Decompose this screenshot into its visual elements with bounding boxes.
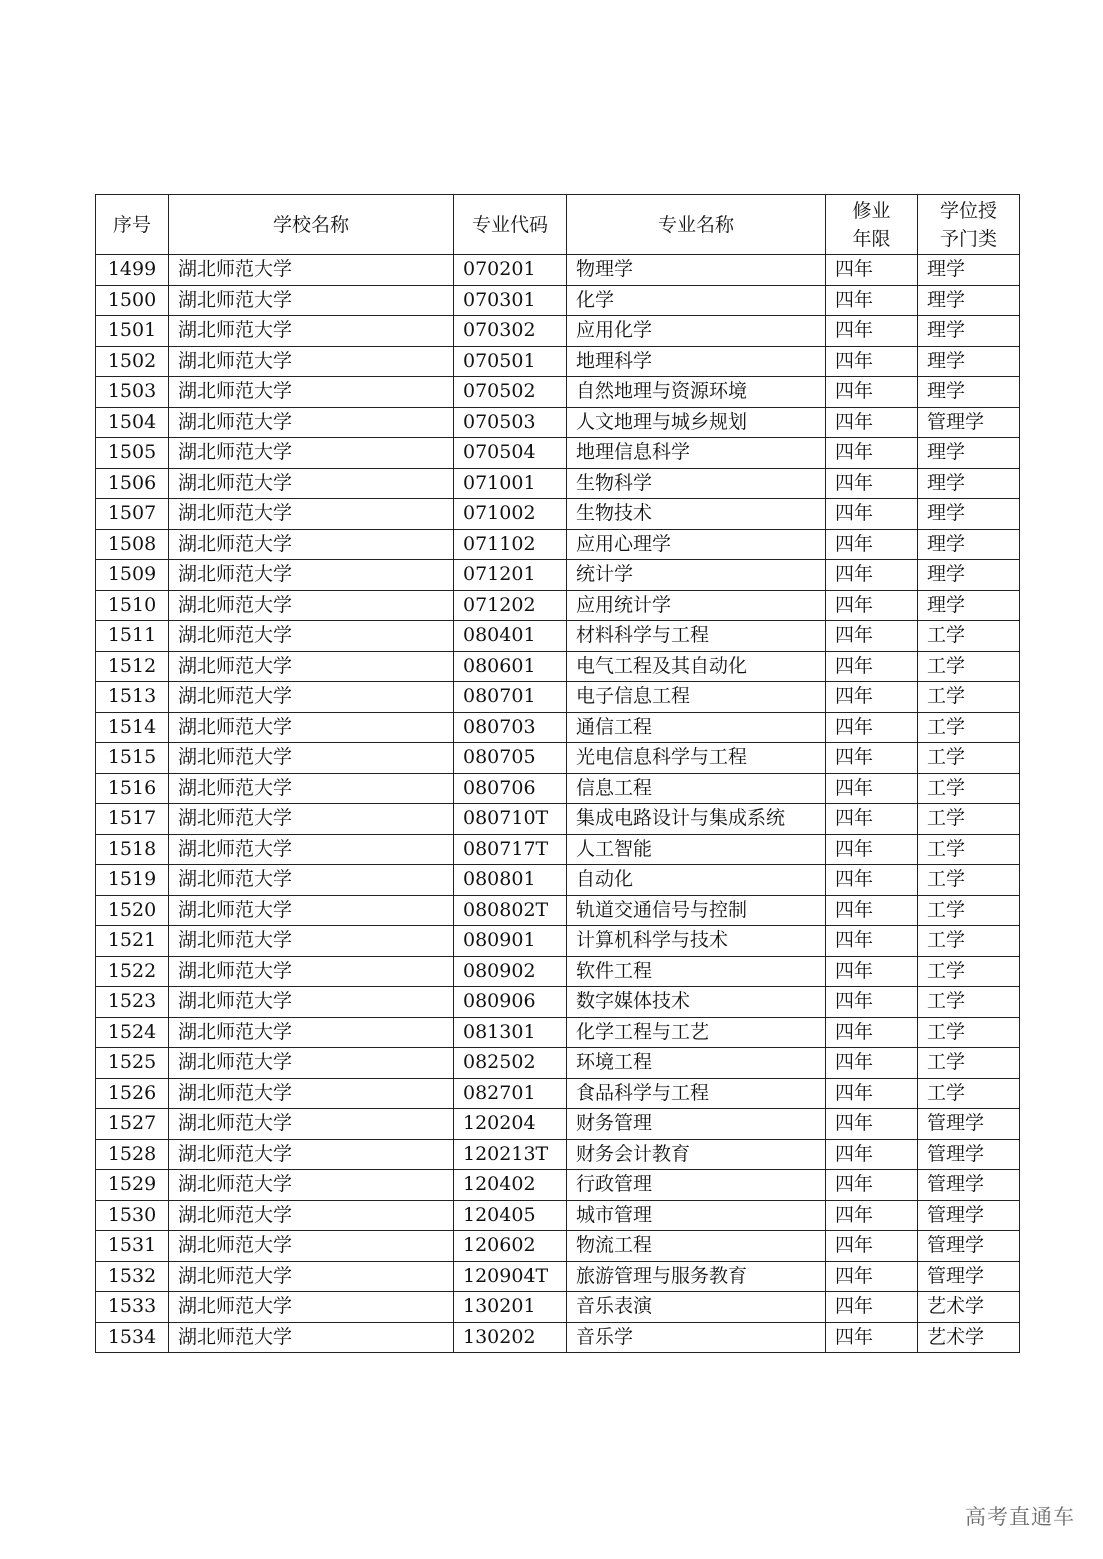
cell-major: 数字媒体技术	[567, 987, 826, 1018]
cell-school: 湖北师范大学	[169, 407, 454, 438]
table-body	[96, 255, 1020, 1353]
cell-major: 应用心理学	[567, 529, 826, 560]
cell-duration: 四年	[826, 621, 918, 652]
cell-code: 120204	[454, 1109, 567, 1140]
cell-school: 湖北师范大学	[169, 1261, 454, 1292]
cell-duration: 四年	[826, 468, 918, 499]
cell-code: 070302	[454, 316, 567, 347]
cell-school: 湖北师范大学	[169, 590, 454, 621]
cell-major: 环境工程	[567, 1048, 826, 1079]
cell-school: 湖北师范大学	[169, 651, 454, 682]
cell-school: 湖北师范大学	[169, 529, 454, 560]
cell-code: 120405	[454, 1200, 567, 1231]
cell-duration: 四年	[826, 712, 918, 743]
cell-major: 计算机科学与技术	[567, 926, 826, 957]
cell-no: 1527	[96, 1109, 169, 1140]
cell-no: 1499	[96, 255, 169, 286]
cell-no: 1504	[96, 407, 169, 438]
table-row	[96, 1048, 1020, 1079]
cell-duration: 四年	[826, 1139, 918, 1170]
cell-code: 070501	[454, 346, 567, 377]
cell-degree: 工学	[918, 1017, 1020, 1048]
cell-major: 财务管理	[567, 1109, 826, 1140]
cell-code: 120904T	[454, 1261, 567, 1292]
cell-school: 湖北师范大学	[169, 865, 454, 896]
cell-no: 1528	[96, 1139, 169, 1170]
cell-degree: 理学	[918, 529, 1020, 560]
cell-duration: 四年	[826, 743, 918, 774]
cell-code: 080601	[454, 651, 567, 682]
table-row	[96, 682, 1020, 713]
cell-duration: 四年	[826, 1078, 918, 1109]
cell-degree: 工学	[918, 743, 1020, 774]
cell-major: 地理科学	[567, 346, 826, 377]
header-degree	[918, 195, 1020, 255]
cell-duration: 四年	[826, 1170, 918, 1201]
cell-code: 080802T	[454, 895, 567, 926]
table-row	[96, 773, 1020, 804]
table-row	[96, 712, 1020, 743]
cell-degree: 管理学	[918, 1170, 1020, 1201]
cell-major: 应用化学	[567, 316, 826, 347]
cell-code: 130202	[454, 1322, 567, 1353]
cell-school: 湖北师范大学	[169, 1048, 454, 1079]
cell-degree: 工学	[918, 1078, 1020, 1109]
table-row	[96, 346, 1020, 377]
table-row	[96, 926, 1020, 957]
cell-school: 湖北师范大学	[169, 1017, 454, 1048]
header-school: 学校名称	[169, 195, 454, 255]
table-header	[96, 195, 1020, 255]
cell-duration: 四年	[826, 1048, 918, 1079]
cell-school: 湖北师范大学	[169, 1078, 454, 1109]
cell-major: 材料科学与工程	[567, 621, 826, 652]
cell-school: 湖北师范大学	[169, 804, 454, 835]
cell-no: 1505	[96, 438, 169, 469]
cell-degree: 理学	[918, 560, 1020, 591]
cell-no: 1531	[96, 1231, 169, 1262]
cell-school: 湖北师范大学	[169, 743, 454, 774]
cell-degree: 工学	[918, 651, 1020, 682]
cell-no: 1512	[96, 651, 169, 682]
cell-degree: 管理学	[918, 1139, 1020, 1170]
table-row	[96, 1200, 1020, 1231]
header-degree-line1: 学位授	[939, 199, 997, 222]
header-code: 专业代码	[454, 195, 567, 255]
cell-school: 湖北师范大学	[169, 987, 454, 1018]
cell-major: 生物技术	[567, 499, 826, 530]
cell-code: 082502	[454, 1048, 567, 1079]
cell-major: 轨道交通信号与控制	[567, 895, 826, 926]
cell-school: 湖北师范大学	[169, 560, 454, 591]
table-row	[96, 590, 1020, 621]
cell-duration: 四年	[826, 346, 918, 377]
cell-code: 080901	[454, 926, 567, 957]
table-row	[96, 1139, 1020, 1170]
table-row	[96, 1231, 1020, 1262]
cell-school: 湖北师范大学	[169, 1170, 454, 1201]
cell-major: 集成电路设计与集成系统	[567, 804, 826, 835]
table-row	[96, 651, 1020, 682]
cell-degree: 工学	[918, 987, 1020, 1018]
cell-code: 070201	[454, 255, 567, 286]
cell-school: 湖北师范大学	[169, 285, 454, 316]
header-major: 专业名称	[567, 195, 826, 255]
cell-no: 1529	[96, 1170, 169, 1201]
cell-school: 湖北师范大学	[169, 1231, 454, 1262]
header-row	[96, 195, 1020, 255]
cell-degree: 理学	[918, 377, 1020, 408]
table-row	[96, 987, 1020, 1018]
header-no: 序号	[96, 195, 169, 255]
cell-no: 1506	[96, 468, 169, 499]
cell-degree: 工学	[918, 956, 1020, 987]
cell-school: 湖北师范大学	[169, 468, 454, 499]
table-row	[96, 1017, 1020, 1048]
cell-degree: 工学	[918, 804, 1020, 835]
cell-no: 1525	[96, 1048, 169, 1079]
cell-major: 化学	[567, 285, 826, 316]
cell-degree: 理学	[918, 285, 1020, 316]
cell-school: 湖北师范大学	[169, 346, 454, 377]
cell-duration: 四年	[826, 377, 918, 408]
cell-duration: 四年	[826, 285, 918, 316]
cell-major: 电子信息工程	[567, 682, 826, 713]
cell-major: 化学工程与工艺	[567, 1017, 826, 1048]
cell-school: 湖北师范大学	[169, 1109, 454, 1140]
cell-no: 1522	[96, 956, 169, 987]
cell-code: 080717T	[454, 834, 567, 865]
cell-degree: 理学	[918, 468, 1020, 499]
cell-degree: 管理学	[918, 1200, 1020, 1231]
cell-degree: 理学	[918, 499, 1020, 530]
table-row	[96, 407, 1020, 438]
cell-duration: 四年	[826, 682, 918, 713]
cell-duration: 四年	[826, 1231, 918, 1262]
table-row	[96, 834, 1020, 865]
cell-degree: 管理学	[918, 407, 1020, 438]
cell-duration: 四年	[826, 407, 918, 438]
cell-degree: 工学	[918, 712, 1020, 743]
table-row	[96, 529, 1020, 560]
cell-major: 统计学	[567, 560, 826, 591]
cell-code: 081301	[454, 1017, 567, 1048]
cell-major: 软件工程	[567, 956, 826, 987]
cell-degree: 管理学	[918, 1109, 1020, 1140]
cell-code: 070504	[454, 438, 567, 469]
cell-no: 1510	[96, 590, 169, 621]
cell-duration: 四年	[826, 1261, 918, 1292]
cell-no: 1502	[96, 346, 169, 377]
cell-code: 070502	[454, 377, 567, 408]
cell-duration: 四年	[826, 865, 918, 896]
table-row	[96, 865, 1020, 896]
table-row	[96, 560, 1020, 591]
cell-degree: 工学	[918, 834, 1020, 865]
cell-school: 湖北师范大学	[169, 895, 454, 926]
table-row	[96, 377, 1020, 408]
cell-no: 1534	[96, 1322, 169, 1353]
cell-no: 1503	[96, 377, 169, 408]
cell-code: 080401	[454, 621, 567, 652]
cell-no: 1511	[96, 621, 169, 652]
cell-major: 物流工程	[567, 1231, 826, 1262]
cell-code: 080703	[454, 712, 567, 743]
cell-code: 080906	[454, 987, 567, 1018]
cell-school: 湖北师范大学	[169, 926, 454, 957]
cell-no: 1518	[96, 834, 169, 865]
cell-duration: 四年	[826, 316, 918, 347]
cell-major: 光电信息科学与工程	[567, 743, 826, 774]
cell-code: 120213T	[454, 1139, 567, 1170]
cell-degree: 工学	[918, 682, 1020, 713]
table-row	[96, 956, 1020, 987]
header-duration-line1: 修业	[852, 199, 891, 222]
cell-degree: 管理学	[918, 1231, 1020, 1262]
cell-school: 湖北师范大学	[169, 377, 454, 408]
cell-major: 音乐学	[567, 1322, 826, 1353]
cell-code: 071002	[454, 499, 567, 530]
cell-major: 通信工程	[567, 712, 826, 743]
cell-no: 1509	[96, 560, 169, 591]
cell-duration: 四年	[826, 499, 918, 530]
cell-major: 生物科学	[567, 468, 826, 499]
cell-degree: 理学	[918, 316, 1020, 347]
table-row	[96, 743, 1020, 774]
cell-code: 080801	[454, 865, 567, 896]
cell-major: 财务会计教育	[567, 1139, 826, 1170]
cell-degree: 理学	[918, 255, 1020, 286]
cell-major: 电气工程及其自动化	[567, 651, 826, 682]
cell-degree: 工学	[918, 621, 1020, 652]
cell-code: 071001	[454, 468, 567, 499]
cell-school: 湖北师范大学	[169, 1200, 454, 1231]
cell-school: 湖北师范大学	[169, 621, 454, 652]
cell-duration: 四年	[826, 1200, 918, 1231]
cell-no: 1517	[96, 804, 169, 835]
cell-code: 071202	[454, 590, 567, 621]
cell-degree: 工学	[918, 926, 1020, 957]
header-duration	[826, 195, 918, 255]
cell-degree: 理学	[918, 438, 1020, 469]
cell-no: 1501	[96, 316, 169, 347]
table-row	[96, 1322, 1020, 1353]
cell-school: 湖北师范大学	[169, 1292, 454, 1323]
cell-no: 1523	[96, 987, 169, 1018]
cell-degree: 工学	[918, 1048, 1020, 1079]
cell-code: 080706	[454, 773, 567, 804]
cell-school: 湖北师范大学	[169, 1322, 454, 1353]
cell-school: 湖北师范大学	[169, 712, 454, 743]
majors-table	[95, 194, 1020, 1353]
cell-major: 信息工程	[567, 773, 826, 804]
cell-duration: 四年	[826, 1292, 918, 1323]
table-row	[96, 1261, 1020, 1292]
cell-duration: 四年	[826, 1322, 918, 1353]
cell-code: 130201	[454, 1292, 567, 1323]
cell-major: 地理信息科学	[567, 438, 826, 469]
cell-major: 食品科学与工程	[567, 1078, 826, 1109]
cell-code: 082701	[454, 1078, 567, 1109]
cell-code: 070301	[454, 285, 567, 316]
cell-degree: 理学	[918, 346, 1020, 377]
table-row	[96, 1292, 1020, 1323]
cell-code: 080710T	[454, 804, 567, 835]
cell-degree: 理学	[918, 590, 1020, 621]
cell-school: 湖北师范大学	[169, 316, 454, 347]
table-row	[96, 316, 1020, 347]
table-row	[96, 438, 1020, 469]
cell-no: 1519	[96, 865, 169, 896]
watermark-logo: 高考直通车	[965, 1505, 1075, 1529]
cell-major: 自动化	[567, 865, 826, 896]
cell-duration: 四年	[826, 1109, 918, 1140]
cell-code: 120402	[454, 1170, 567, 1201]
cell-major: 城市管理	[567, 1200, 826, 1231]
cell-no: 1508	[96, 529, 169, 560]
cell-major: 人文地理与城乡规划	[567, 407, 826, 438]
cell-no: 1524	[96, 1017, 169, 1048]
cell-major: 物理学	[567, 255, 826, 286]
cell-no: 1532	[96, 1261, 169, 1292]
cell-code: 080701	[454, 682, 567, 713]
cell-school: 湖北师范大学	[169, 438, 454, 469]
cell-duration: 四年	[826, 804, 918, 835]
cell-duration: 四年	[826, 438, 918, 469]
cell-school: 湖北师范大学	[169, 1139, 454, 1170]
cell-duration: 四年	[826, 956, 918, 987]
cell-school: 湖北师范大学	[169, 834, 454, 865]
table-row	[96, 1170, 1020, 1201]
cell-no: 1514	[96, 712, 169, 743]
cell-no: 1515	[96, 743, 169, 774]
table-row	[96, 621, 1020, 652]
cell-code: 070503	[454, 407, 567, 438]
cell-duration: 四年	[826, 1017, 918, 1048]
table-row	[96, 895, 1020, 926]
cell-degree: 工学	[918, 773, 1020, 804]
table-row	[96, 468, 1020, 499]
cell-major: 应用统计学	[567, 590, 826, 621]
cell-code: 071201	[454, 560, 567, 591]
cell-duration: 四年	[826, 773, 918, 804]
cell-duration: 四年	[826, 560, 918, 591]
cell-no: 1500	[96, 285, 169, 316]
cell-duration: 四年	[826, 529, 918, 560]
cell-major: 人工智能	[567, 834, 826, 865]
table-row	[96, 285, 1020, 316]
cell-school: 湖北师范大学	[169, 773, 454, 804]
table-row	[96, 1078, 1020, 1109]
cell-major: 旅游管理与服务教育	[567, 1261, 826, 1292]
header-degree-line2: 予门类	[939, 227, 997, 250]
cell-duration: 四年	[826, 590, 918, 621]
cell-degree: 艺术学	[918, 1322, 1020, 1353]
cell-major: 音乐表演	[567, 1292, 826, 1323]
cell-no: 1533	[96, 1292, 169, 1323]
cell-no: 1520	[96, 895, 169, 926]
table-row	[96, 804, 1020, 835]
cell-no: 1507	[96, 499, 169, 530]
cell-school: 湖北师范大学	[169, 682, 454, 713]
cell-degree: 管理学	[918, 1261, 1020, 1292]
cell-major: 自然地理与资源环境	[567, 377, 826, 408]
cell-code: 080705	[454, 743, 567, 774]
table-row	[96, 255, 1020, 286]
cell-school: 湖北师范大学	[169, 255, 454, 286]
cell-code: 080902	[454, 956, 567, 987]
cell-school: 湖北师范大学	[169, 956, 454, 987]
cell-major: 行政管理	[567, 1170, 826, 1201]
table-row	[96, 1109, 1020, 1140]
cell-code: 071102	[454, 529, 567, 560]
cell-no: 1526	[96, 1078, 169, 1109]
cell-duration: 四年	[826, 651, 918, 682]
cell-duration: 四年	[826, 255, 918, 286]
cell-no: 1530	[96, 1200, 169, 1231]
cell-duration: 四年	[826, 834, 918, 865]
table-row	[96, 499, 1020, 530]
cell-duration: 四年	[826, 926, 918, 957]
cell-duration: 四年	[826, 987, 918, 1018]
cell-no: 1521	[96, 926, 169, 957]
cell-code: 120602	[454, 1231, 567, 1262]
cell-degree: 艺术学	[918, 1292, 1020, 1323]
cell-school: 湖北师范大学	[169, 499, 454, 530]
cell-duration: 四年	[826, 895, 918, 926]
cell-no: 1516	[96, 773, 169, 804]
cell-degree: 工学	[918, 895, 1020, 926]
cell-degree: 工学	[918, 865, 1020, 896]
cell-no: 1513	[96, 682, 169, 713]
header-duration-line2: 年限	[852, 227, 891, 250]
